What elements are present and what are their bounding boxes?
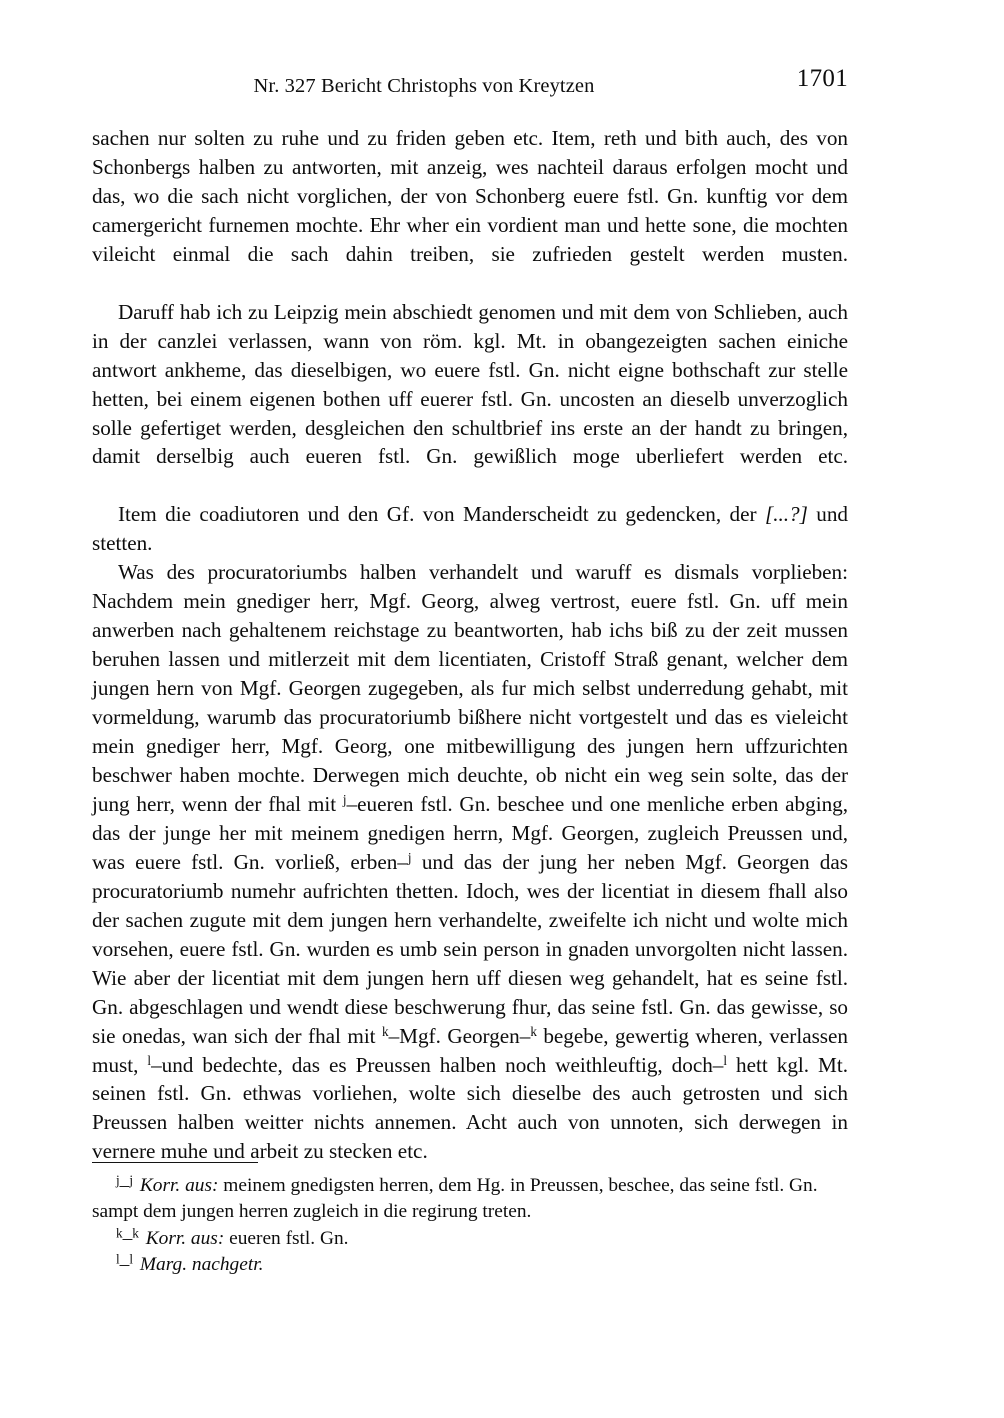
- running-head: [92, 65, 848, 118]
- paragraph: Daruff hab ich zu Leipzig mein abschiedt genomen und mit dem von Schlieben, auch in der canzlei verlassen, wann von röm. kgl. Mt. in obangezeigten sachen einiche antwort ankheme, das dieselbigen, wo euere fstl. Gn. nicht eigne bothschaft zur stelle hetten, bei einem eigenen bothen uff euerer fstl. Gn. uncosten an dieselb unverzoglich solle gefertiget werden, desgleichen den schultbrief ins erste an der handt zu bringen, damit derselbig auch eueren fstl. Gn. gewißlich moge uberliefert werden etc.: [92, 299, 848, 469]
- apparatus-marker: j: [342, 792, 347, 808]
- apparatus-marker: k: [382, 1023, 389, 1039]
- footnote-marker: $^l$–$^l$: [116, 1251, 134, 1276]
- footnote-entry: $^j$–$^j$ Korr. aus: meinem gnedigsten herren, dem Hg. in Preussen, beschee, das seine fstl. Gn. sampt dem jungen herren zugleich in die regirung treten.: [92, 1172, 818, 1223]
- paragraph: sachen nur solten zu ruhe und zu friden geben etc. Item, reth und bith auch, des von Schonbergs halben zu antworten, mit anzeig, wes nachteil daraus erfolgen mocht und das, wo die sach nicht vorglichen, der von Schonberg euere fstl. Gn. kunftig vor dem camergericht furnemen mochte. Ehr wher ein vordient man und hette sone, die mochten vileicht einmal die sach dahin treiben, sie zufrieden gestelt werden musten.: [92, 126, 848, 266]
- footnote-label: Korr. aus:: [139, 1175, 219, 1196]
- footnote-marker: $^k$–$^k$: [116, 1225, 139, 1249]
- apparatus-marker: l: [147, 1052, 152, 1068]
- editorial-italic: [...?]: [764, 502, 808, 527]
- apparatus-marker: j: [407, 850, 412, 865]
- page-content: [92, 0, 848, 1166]
- running-head-title: Nr. 327 Bericht Christophs von Kreytzen: [253, 75, 595, 97]
- footnote-list: [92, 1173, 848, 1279]
- footnote-marker: $^j$–$^j$: [116, 1172, 134, 1196]
- body-text: [92, 124, 848, 1166]
- paragraph: Item die coadiutoren und den Gf. von Manderscheidt zu gedencken, der [...?] und stetten.: [92, 502, 848, 556]
- footnote-label: Marg. nachgetr.: [139, 1254, 264, 1276]
- paragraph: Was des procuratoriumbs halben verhandelt und waruff es dismals vorplieben: Nachdem mein gnediger herr, Mgf. Georg, alweg vertrost, euere fstl. Gn. uff mein anwerben nach gehaltenem reichstage zu beantworten, hab ichs biß zu der zeit mussen beruhen lassen und mitlerzeit mit dem licentiaten, Cristoff Straß genant, welcher dem jungen hern von Mgf. Georgen zugegeben, als fur mich selbst underredung gehabt, mit vormeldung, warumb das procuratoriumb bißhere nicht vortgestelt und das es vieleicht mein gnediger herr, Mgf. Georg, one mitbewilligung des jungen hern uffzurichten beschwer haben mochte. Derwegen mich deuchte, ob nicht ein weg sein solte, das der jung herr, wenn der fhal mit $^j$–eueren fstl. Gn. beschee und one menliche erben abging, das der junge her mit meinem gnedigen herrn, Mgf. Georgen, zugleich Preussen und, was euere fstl. Gn. vorließ, erben–$^j$ und das der jung her neben Mgf. Georgen das procuratoriumb numehr aufrichten thetten. Idoch, wes der licentiat in diesem fhall also der sachen zugute mit dem jungen hern verhandelte, zweifelte ich nicht und wolte mich vorsehen, euere fstl. Gn. wurden es umb sein person in gnaden unvorgolten nicht lassen. Wie aber der licentiat mit dem jungen hern uff diesen weg gehandelt, hat es seine fstl. Gn. abgeschlagen und wendt diese beschwerung fhur, das seine fstl. Gn. das gewisse, so sie onedas, wan sich der fhal mit $^k$–Mgf. Georgen–$^k$ begebe, gewertig wheren, verlassen must, $^l$–und bedechte, das es Preussen halben noch weithleuftig, doch–$^l$ hett kgl. Mt. seinen fstl. Gn. ethwas vorliehen, wolte sich dieselbe des auch getrosten und sich Preussen halben weitter nichts annemen. Acht auch von unnoten, sich derwegen in vernere muhe und arbeit zu stecken etc.: [92, 560, 849, 1164]
- footnote-apparatus: [92, 1162, 848, 1279]
- page-number: 1701: [796, 65, 848, 92]
- apparatus-marker: l: [723, 1052, 728, 1068]
- footnote-entry: [92, 1252, 848, 1278]
- footnote-label: Korr. aus:: [145, 1227, 225, 1249]
- apparatus-marker: k: [530, 1023, 537, 1039]
- footnote-separator-rule: [92, 1162, 258, 1163]
- footnote-entry: $^k$–$^k$ Korr. aus: eueren fstl. Gn.: [116, 1225, 349, 1249]
